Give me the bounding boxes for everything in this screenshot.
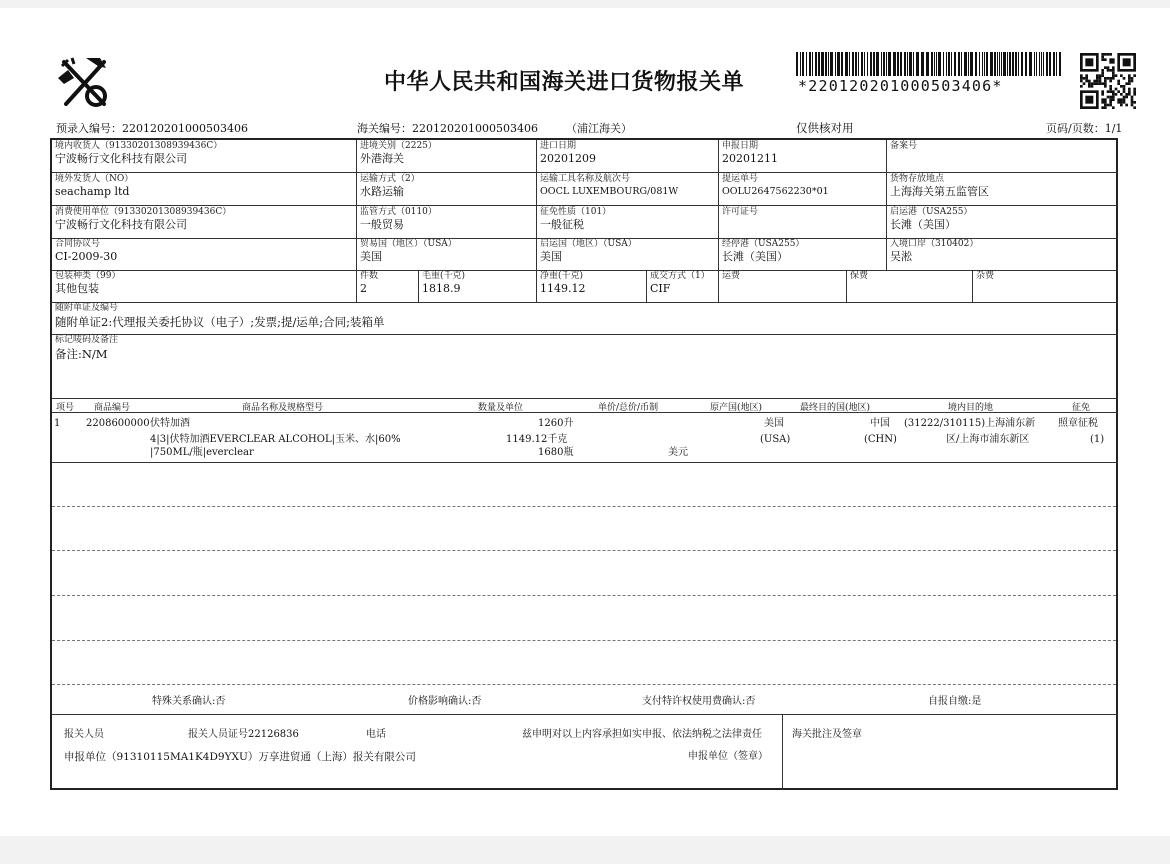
- goods-qty-liters: 1260升: [538, 418, 574, 429]
- transport-mode-field: 运输方式（2） 水路运输: [360, 174, 420, 198]
- net-weight-field: 净重(千克) 1149.12: [540, 271, 586, 295]
- departure-port-field: 启运港（USA255） 长滩（美国）: [890, 207, 973, 231]
- misc-fee-field: 杂费: [976, 271, 995, 281]
- consignee-field: 境内收货人（91330201308939436C） 宁波畅行文化科技有限公司: [55, 141, 223, 165]
- page-info: 页码/页数：1/1: [1046, 122, 1123, 135]
- special-relation-confirm: 特殊关系确认:否: [152, 696, 226, 707]
- consumer-field: 消费使用单位（91330201308939436C） 宁波畅行文化科技有限公司: [55, 207, 232, 231]
- import-date-field: 进口日期 20201209: [540, 141, 596, 165]
- barcode-number: *220120201000503406*: [798, 77, 1003, 95]
- goods-header-domestic-dest: 境内目的地: [948, 403, 994, 413]
- goods-qty-kg: 1149.12千克: [506, 434, 568, 445]
- supervision-mode-field: 监管方式（0110） 一般贸易: [360, 207, 437, 231]
- goods-header-item-no: 项号: [56, 403, 75, 413]
- goods-domestic-dest-line-2: 区/上海市浦东新区: [946, 434, 1030, 445]
- goods-header-quantity: 数量及单位: [478, 403, 524, 413]
- storage-location-field: 货物存放地点 上海海关第五监管区: [890, 174, 989, 198]
- self-pay-confirm: 自报自缴:是: [928, 696, 982, 707]
- customs-emblem-icon: [54, 52, 114, 114]
- port-name: （浦江海关）: [566, 122, 632, 135]
- goods-item-no: 1: [54, 418, 61, 429]
- phone-label: 电话: [366, 729, 386, 740]
- goods-origin: 美国: [764, 418, 784, 429]
- marks-remarks-field: 标记唛码及备注 备注:N/M: [55, 335, 119, 361]
- freight-field: 运费: [722, 271, 741, 281]
- trade-country-field: 贸易国（地区）（USA） 美国: [360, 239, 457, 263]
- price-influence-confirm: 价格影响确认:否: [408, 696, 482, 707]
- goods-spec-line-1: 4|3|伏特加酒EVERCLEAR ALCOHOL|玉米、水|60%: [150, 434, 401, 445]
- goods-header-hs-code: 商品编号: [94, 403, 131, 413]
- goods-header-levy: 征免: [1072, 403, 1091, 413]
- customs-number: 海关编号：220120201000503406: [357, 122, 538, 135]
- customs-approval-label: 海关批注及签章: [792, 729, 862, 740]
- documents-field: 随附单证及编号 随附单证2:代理报关委托协议（电子）;发票;提/运单;合同;装箱单: [55, 303, 385, 329]
- goods-origin-code: (USA): [760, 434, 791, 445]
- license-field: 许可证号: [722, 207, 759, 217]
- vessel-field: 运输工具名称及航次号 OOCL LUXEMBOURG/081W: [540, 174, 679, 197]
- goods-destination-code: (CHN): [864, 434, 897, 445]
- goods-header-origin: 原产国(地区): [710, 403, 763, 413]
- unit-seal-label: 申报单位（签章）: [688, 751, 768, 762]
- entry-port-field: 进境关别（2225） 外港海关: [360, 141, 437, 165]
- goods-header-price: 单价/总价/币制: [598, 403, 659, 413]
- declare-unit: 申报单位（91310115MA1K4D9YXU）万享进贸通（上海）报关有限公司: [64, 751, 416, 763]
- declaration-sheet: [0, 8, 1170, 836]
- page-title: 中华人民共和国海关进口货物报关单: [384, 70, 745, 95]
- record-number-field: 备案号: [890, 141, 918, 151]
- goods-currency: 美元: [668, 447, 688, 458]
- entry-point-field: 入境口岸（310402） 吴淞: [890, 239, 979, 263]
- goods-levy-code: (1): [1090, 434, 1105, 445]
- goods-qty-bottles: 1680瓶: [538, 447, 574, 458]
- barcode: [796, 52, 1064, 76]
- declarant-cert: 报关人员证号22126836: [188, 729, 299, 740]
- royalty-confirm: 支付特许权使用费确认:否: [642, 696, 756, 707]
- trade-terms-field: 成交方式（1） CIF: [650, 271, 710, 295]
- goods-hs-code: 2208600000: [86, 418, 150, 429]
- legal-statement: 兹申明对以上内容承担如实申报、依法纳税之法律责任: [522, 729, 762, 740]
- gross-weight-field: 毛重(千克) 1818.9: [422, 271, 466, 295]
- tax-nature-field: 征免性质（101） 一般征税: [540, 207, 612, 231]
- goods-destination: 中国: [870, 418, 890, 429]
- goods-name: 伏特加酒: [150, 418, 190, 429]
- declaration-form: [50, 138, 1118, 790]
- origin-country-field: 启运国（地区）（USA） 美国: [540, 239, 637, 263]
- contract-field: 合同协议号 CI-2009-30: [55, 239, 118, 263]
- transit-port-field: 经停港（USA255） 长滩（美国）: [722, 239, 805, 263]
- goods-spec-line-2: |750ML/瓶|everclear: [150, 447, 254, 458]
- pieces-field: 件数 2: [360, 271, 379, 295]
- consignor-field: 境外发货人（NO） seachamp ltd: [55, 174, 134, 198]
- qr-code: [1080, 52, 1136, 110]
- goods-header-destination: 最终目的国(地区): [800, 403, 871, 413]
- insurance-field: 保费: [850, 271, 869, 281]
- declare-date-field: 申报日期 20201211: [722, 141, 778, 165]
- goods-levy: 照章征税: [1058, 418, 1098, 429]
- goods-domestic-dest-line-1: (31222/310115)上海浦东新: [904, 418, 1036, 429]
- package-type-field: 包装种类（99） 其他包装: [55, 271, 121, 295]
- pre-entry-number: 预录入编号：220120201000503406: [56, 122, 248, 135]
- bill-number-field: 提运单号 OOLU2647562230*01: [722, 174, 829, 197]
- declarant-label: 报关人员: [64, 729, 104, 740]
- reference-only-note: 仅供核对用: [796, 121, 854, 135]
- goods-header-name: 商品名称及规格型号: [242, 403, 324, 413]
